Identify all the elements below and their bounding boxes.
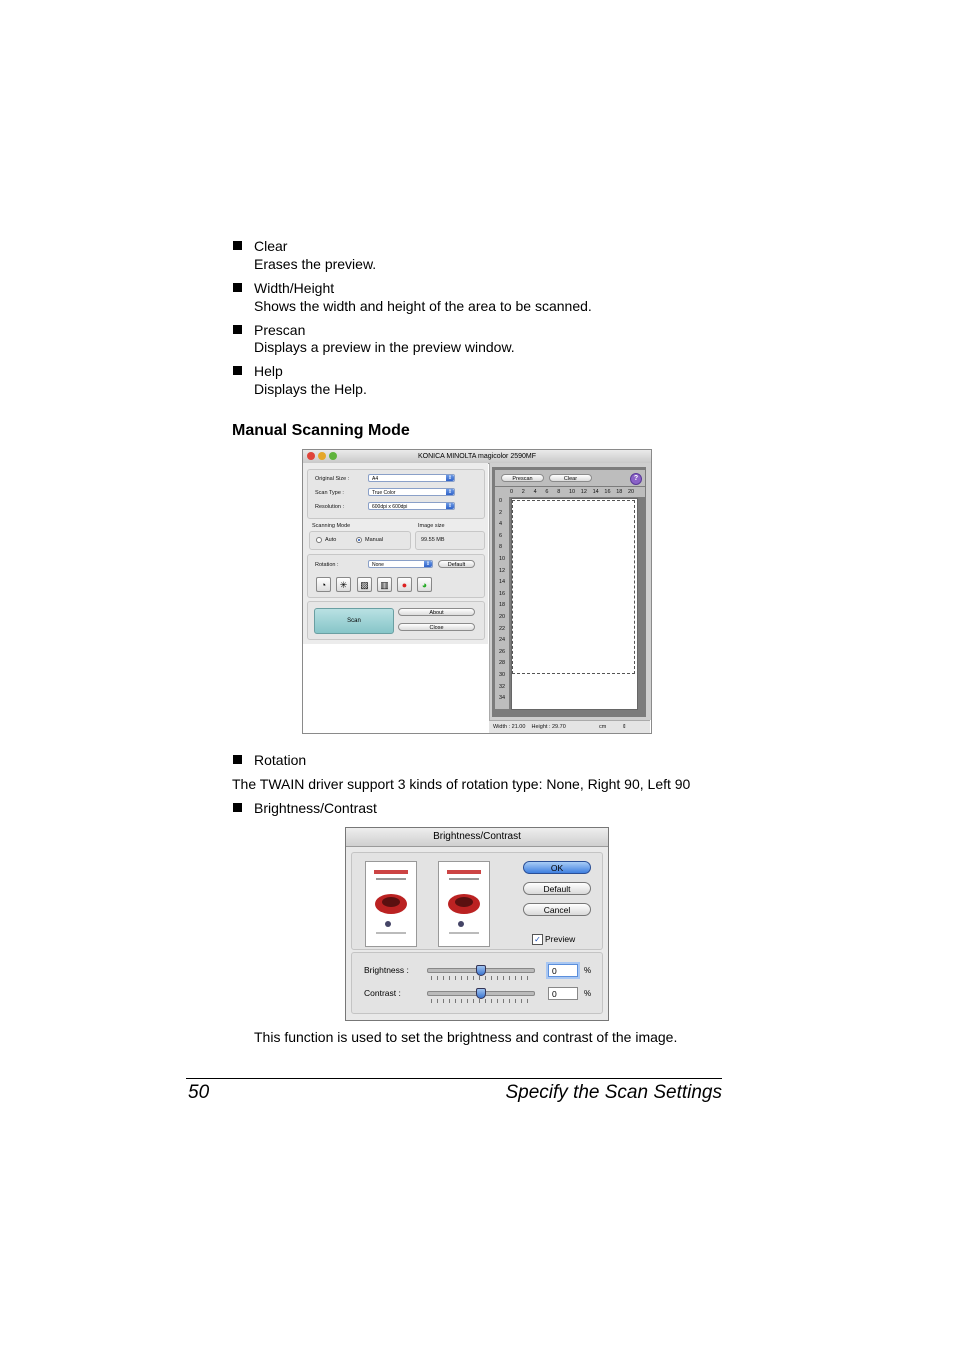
bullet-desc-clear: Erases the preview. <box>254 256 377 272</box>
bullet-title-help: Help <box>254 363 283 379</box>
rotation-select[interactable] <box>368 560 433 568</box>
tone-curve-icon[interactable]: ◔ <box>316 577 331 592</box>
contrast-label: Contrast : <box>364 988 401 998</box>
ruler-top-label: 6 <box>545 489 549 495</box>
bullet-title-prescan: Prescan <box>254 322 306 338</box>
contrast-slider-thumb[interactable] <box>476 988 486 999</box>
ruler-top-label: 8 <box>557 489 561 495</box>
ruler-top-label: 20 <box>628 489 635 495</box>
chevron-updown-icon: ⇕ <box>425 561 431 567</box>
footer-title: Specify the Scan Settings <box>505 1082 722 1103</box>
color-balance-icon[interactable]: ● <box>397 577 412 592</box>
original-size-value: A4 <box>372 476 379 482</box>
page-number: 50 <box>188 1082 210 1103</box>
slider-panel <box>351 952 603 1014</box>
chevron-updown-icon: ⇕ <box>447 475 453 481</box>
width-height-readout: Width : 21.00 Height : 29.70 <box>493 724 566 730</box>
ruler-left-label: 30 <box>499 672 506 678</box>
default-button[interactable]: Default <box>523 882 591 895</box>
contrast-percent: % <box>584 989 592 998</box>
scanning-mode-label: Scanning Mode <box>312 523 351 529</box>
preview-checkbox[interactable]: ✓ <box>532 934 543 945</box>
ruler-left-label: 6 <box>499 532 503 539</box>
bullet-desc-prescan: Displays a preview in the preview window. <box>254 339 515 355</box>
ruler-left-label: 2 <box>499 509 503 516</box>
ruler-top-label: 10 <box>569 489 576 495</box>
image-size-label: Image size <box>418 523 445 529</box>
brightness-value-field[interactable]: 0 <box>548 964 578 977</box>
bullet-title-width-height: Width/Height <box>254 280 335 296</box>
sample-image-adjusted <box>439 862 489 946</box>
original-size-label: Original Size : <box>315 476 350 482</box>
ruler-top-label: 18 <box>616 489 623 495</box>
bullet-marker <box>233 803 242 812</box>
footer-rule <box>186 1078 722 1079</box>
bullet-desc-width-height: Shows the width and height of the area to be scanned. <box>254 298 592 314</box>
ruler-top-label: 0 <box>510 489 514 495</box>
bullet-marker <box>233 241 242 250</box>
rotation-description: The TWAIN driver support 3 kinds of rotation type: None, Right 90, Left 90 <box>232 776 691 792</box>
brightness-slider-ticks <box>431 976 533 980</box>
brightness-contrast-caption: This function is used to set the brightness and contrast of the image. <box>254 1029 678 1045</box>
ruler-left-label: 8 <box>499 544 503 551</box>
ruler-left-label: 26 <box>499 648 506 655</box>
cancel-button[interactable]: Cancel <box>523 903 591 916</box>
ruler-left-label: 32 <box>499 683 506 690</box>
ruler-left-label: 28 <box>499 660 506 667</box>
window-titlebar <box>303 450 651 464</box>
original-preview-thumbnail <box>365 861 417 947</box>
ruler-left-label: 20 <box>499 614 506 620</box>
scan-type-select[interactable] <box>368 488 455 496</box>
help-icon[interactable]: ? <box>630 473 642 485</box>
mode-manual-radio[interactable] <box>356 537 362 543</box>
bullet-marker <box>233 283 242 292</box>
mode-auto-radio[interactable] <box>316 537 322 543</box>
sample-image-original <box>366 862 416 946</box>
bullet-title-rotation: Rotation <box>254 752 307 768</box>
brightness-slider-thumb[interactable] <box>476 965 486 976</box>
ruler-top-label: 2 <box>521 489 525 495</box>
rotation-label: Rotation : <box>315 562 339 568</box>
hue-saturation-icon[interactable]: ◕ <box>417 577 432 592</box>
dialog-titlebar <box>346 828 608 847</box>
ruler-left-label: 0 <box>499 498 503 504</box>
chevron-updown-icon: ⇕ <box>447 489 453 495</box>
resolution-value: 600dpi x 600dpi <box>372 504 408 510</box>
contrast-value-field[interactable]: 0 <box>548 987 578 1000</box>
sharpen-icon[interactable]: ✳ <box>336 577 351 592</box>
original-size-select[interactable] <box>368 474 455 482</box>
scan-type-value: True Color <box>372 490 396 496</box>
ruler-top-label: 14 <box>592 489 599 495</box>
window-title: KONICA MINOLTA magicolor 2590MF <box>418 453 536 460</box>
bullet-marker <box>233 755 242 764</box>
brightness-contrast-icon[interactable]: ▨ <box>357 577 372 592</box>
scan-area-marquee[interactable] <box>512 500 635 674</box>
rotation-default-button[interactable]: Default <box>438 560 475 568</box>
ruler-left-label: 10 <box>499 556 506 562</box>
bullet-title-clear: Clear <box>254 238 288 254</box>
scan-button-label: Scan <box>347 618 361 624</box>
preview-checkbox-label: Preview <box>545 934 576 944</box>
dialog-title: Brightness/Contrast <box>433 831 521 842</box>
ruler-left-label: 34 <box>499 695 506 702</box>
brightness-percent: % <box>584 966 592 975</box>
resolution-select[interactable] <box>368 502 455 510</box>
mode-manual-label: Manual <box>365 537 384 543</box>
ruler-top-label: 4 <box>533 489 537 495</box>
ruler-left-label: 14 <box>499 579 506 586</box>
unit-chevron-icon: ⇕ <box>622 724 627 730</box>
ruler-top-label: 16 <box>604 489 611 495</box>
image-size-value: 99.55 MB <box>421 537 445 543</box>
unit-select[interactable]: cm <box>599 724 607 730</box>
ruler-left-label: 18 <box>499 602 506 609</box>
ruler-left-label: 16 <box>499 590 506 597</box>
rotation-value: None <box>372 562 384 568</box>
ruler-top-label: 12 <box>580 489 587 495</box>
clear-button[interactable]: Clear <box>549 474 592 482</box>
ruler-left-label: 22 <box>499 625 506 632</box>
ok-button[interactable]: OK <box>523 861 591 874</box>
bullet-marker <box>233 366 242 375</box>
bullet-title-brightness-contrast: Brightness/Contrast <box>254 800 377 816</box>
section-heading: Manual Scanning Mode <box>232 422 410 439</box>
histogram-icon[interactable]: ▥ <box>377 577 392 592</box>
resolution-label: Resolution : <box>315 504 345 510</box>
bullet-marker <box>233 325 242 334</box>
adjusted-preview-thumbnail <box>438 861 490 947</box>
contrast-slider-ticks <box>431 999 533 1003</box>
mode-auto-label: Auto <box>325 537 337 543</box>
ruler-left-label: 4 <box>499 521 503 528</box>
scan-button[interactable] <box>314 608 394 634</box>
chevron-updown-icon: ⇕ <box>447 503 453 509</box>
bullet-desc-help: Displays the Help. <box>254 381 367 397</box>
brightness-label: Brightness : <box>364 965 409 975</box>
scan-type-label: Scan Type : <box>315 490 344 496</box>
close-button[interactable]: Close <box>398 623 475 631</box>
about-button[interactable]: About <box>398 608 475 616</box>
ruler-left-label: 24 <box>499 637 506 644</box>
ruler-left-label: 12 <box>499 567 506 574</box>
prescan-button[interactable]: Prescan <box>501 474 544 482</box>
